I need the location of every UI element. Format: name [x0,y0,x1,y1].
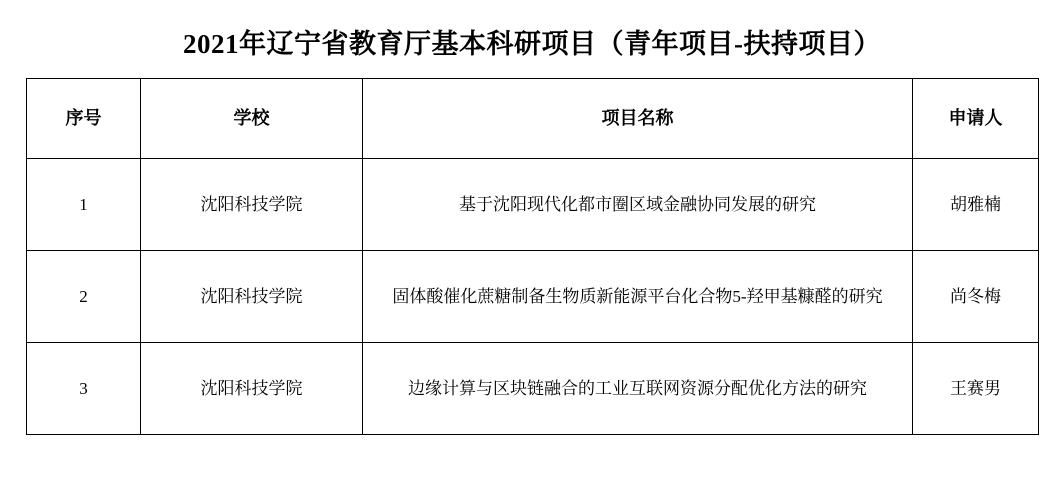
cell-no: 1 [27,159,141,251]
cell-school: 沈阳科技学院 [141,251,363,343]
cell-project: 边缘计算与区块链融合的工业互联网资源分配优化方法的研究 [363,343,913,435]
cell-school: 沈阳科技学院 [141,159,363,251]
page-title: 2021年辽宁省教育厅基本科研项目（青年项目-扶持项目） [183,29,881,59]
project-table-container [26,78,1038,435]
table-row [27,251,1039,343]
cell-applicant: 尚冬梅 [913,251,1039,343]
column-header-applicant: 申请人 [913,79,1039,159]
table-body [27,159,1039,435]
cell-applicant: 胡雅楠 [913,159,1039,251]
column-header-project: 项目名称 [363,79,913,159]
cell-no: 2 [27,251,141,343]
cell-no: 3 [27,343,141,435]
cell-project: 固体酸催化蔗糖制备生物质新能源平台化合物5-羟甲基糠醛的研究 [363,251,913,343]
project-table [26,78,1039,435]
cell-applicant: 王赛男 [913,343,1039,435]
table-header-row [27,79,1039,159]
table-row [27,343,1039,435]
table-header [27,79,1039,159]
table-row [27,159,1039,251]
column-header-school: 学校 [141,79,363,159]
cell-project: 基于沈阳现代化都市圈区域金融协同发展的研究 [363,159,913,251]
cell-school: 沈阳科技学院 [141,343,363,435]
column-header-no: 序号 [27,79,141,159]
